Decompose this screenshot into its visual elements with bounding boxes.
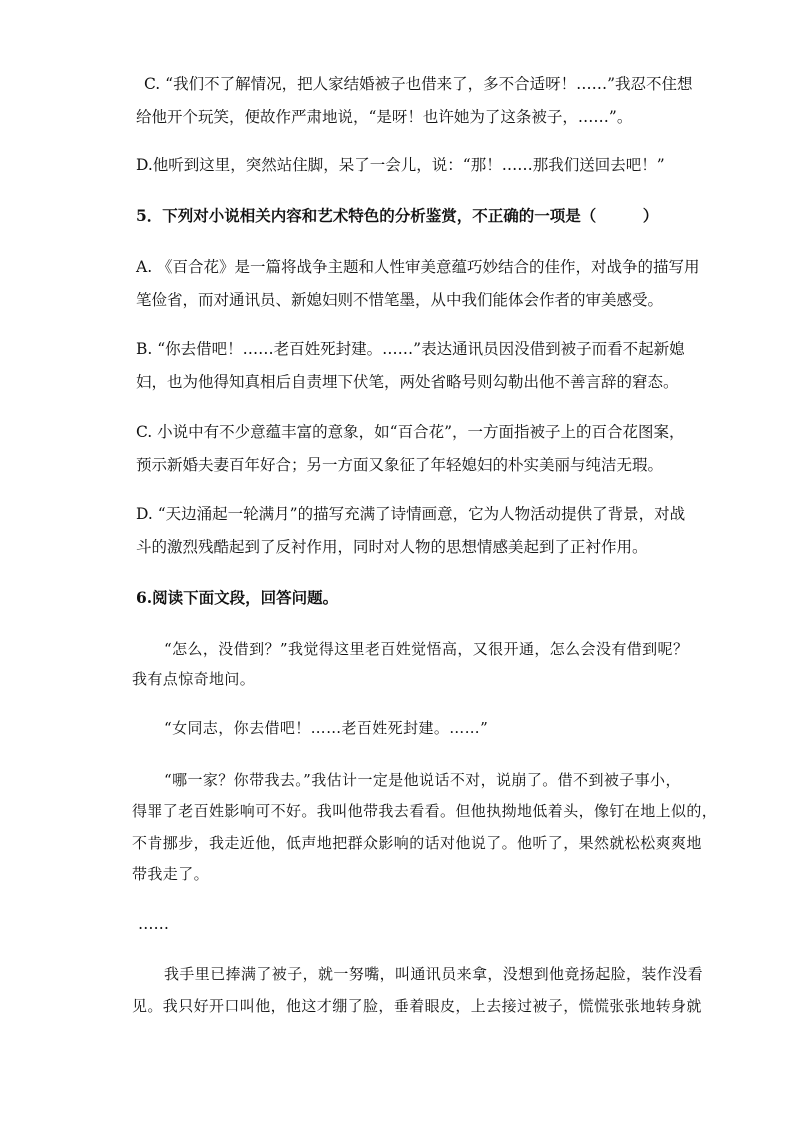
q5-option-d-line1: D. “天边涌起一轮满月”的描写充满了诗情画意，它为人物活动提供了背景，对战 <box>136 505 686 523</box>
q5-option-b-line2: 妇，也为他得知真相后自责埋下伏笔，两处省略号则勾勒出他不善言辞的窘态。 <box>136 373 679 391</box>
q5-option-c-line1: C. 小说中有不少意蕴丰富的意象，如“百合花”，一方面指被子上的百合花图案， <box>136 423 685 441</box>
q5-option-b-line1: B. “你去借吧！……老百姓死封建。……”表达通讯员因没借到被子而看不起新媳 <box>136 340 685 358</box>
passage-p1-line1: “怎么，没借到？”我觉得这里老百姓觉悟高，又很开通，怎么会没有借到呢？ <box>164 640 689 658</box>
passage-p3-line3: 不肯挪步，我走近他，低声地把群众影响的话对他说了。他听了，果然就松松爽爽地 <box>132 834 702 852</box>
passage-p4-line2: 见。我只好开口叫他，他这才绷了脸，垂着眼皮，上去接过被子，慌慌张张地转身就 <box>132 997 702 1015</box>
option-c-line1: C. “我们不了解情况，把人家结婚被子也借来了，多不合适呀！……”我忍不住想 <box>144 75 693 93</box>
q5-option-a-line1: A. 《百合花》是一篇将战争主题和人性审美意蕴巧妙结合的佳作，对战争的描写用 <box>136 258 700 276</box>
passage-p1-line2: 我有点惊奇地问。 <box>132 670 256 688</box>
passage-p3-line2: 得罪了老百姓影响可不好。我叫他带我去看看。但他执拗地低着头，像钉在地上似的， <box>132 802 718 820</box>
passage-p3-line1: “哪一家？你带我去。”我估计一定是他说话不对，说崩了。借不到被子事小， <box>164 771 681 789</box>
passage-p4-line1: 我手里已捧满了被子，就一努嘴，叫通讯员来拿，没想到他竟扬起脸，装作没看 <box>164 965 704 983</box>
q6-stem: 6.阅读下面文段，回答问题。 <box>136 588 339 607</box>
option-d-line1: D.他听到这里，突然站住脚，呆了一会儿，说：“那！……那我们送回去吧！” <box>136 156 665 174</box>
passage-p3-line4: 带我走了。 <box>132 865 210 883</box>
q5-option-d-line2: 斗的激烈残酷起到了反衬作用，同时对人物的思想情感美起到了正衬作用。 <box>136 538 648 556</box>
q5-option-c-line2: 预示新婚夫妻百年好合；另一方面又象征了年轻媳妇的朴实美丽与纯洁无瑕。 <box>136 456 664 474</box>
q5-option-a-line2: 笔俭省，而对通讯员、新媳妇则不惜笔墨，从中我们能体会作者的审美感受。 <box>136 291 664 309</box>
option-c-line2: 给他开个玩笑，便故作严肃地说，“是呀！也许她为了这条被子，……”。 <box>136 108 633 126</box>
q5-stem: 5．下列对小说相关内容和艺术特色的分析鉴赏，不正确的一项是（ ） <box>136 206 659 225</box>
passage-ellipsis: …… <box>138 915 169 933</box>
passage-p2-line1: “女同志，你去借吧！……老百姓死封建。……” <box>164 719 489 737</box>
